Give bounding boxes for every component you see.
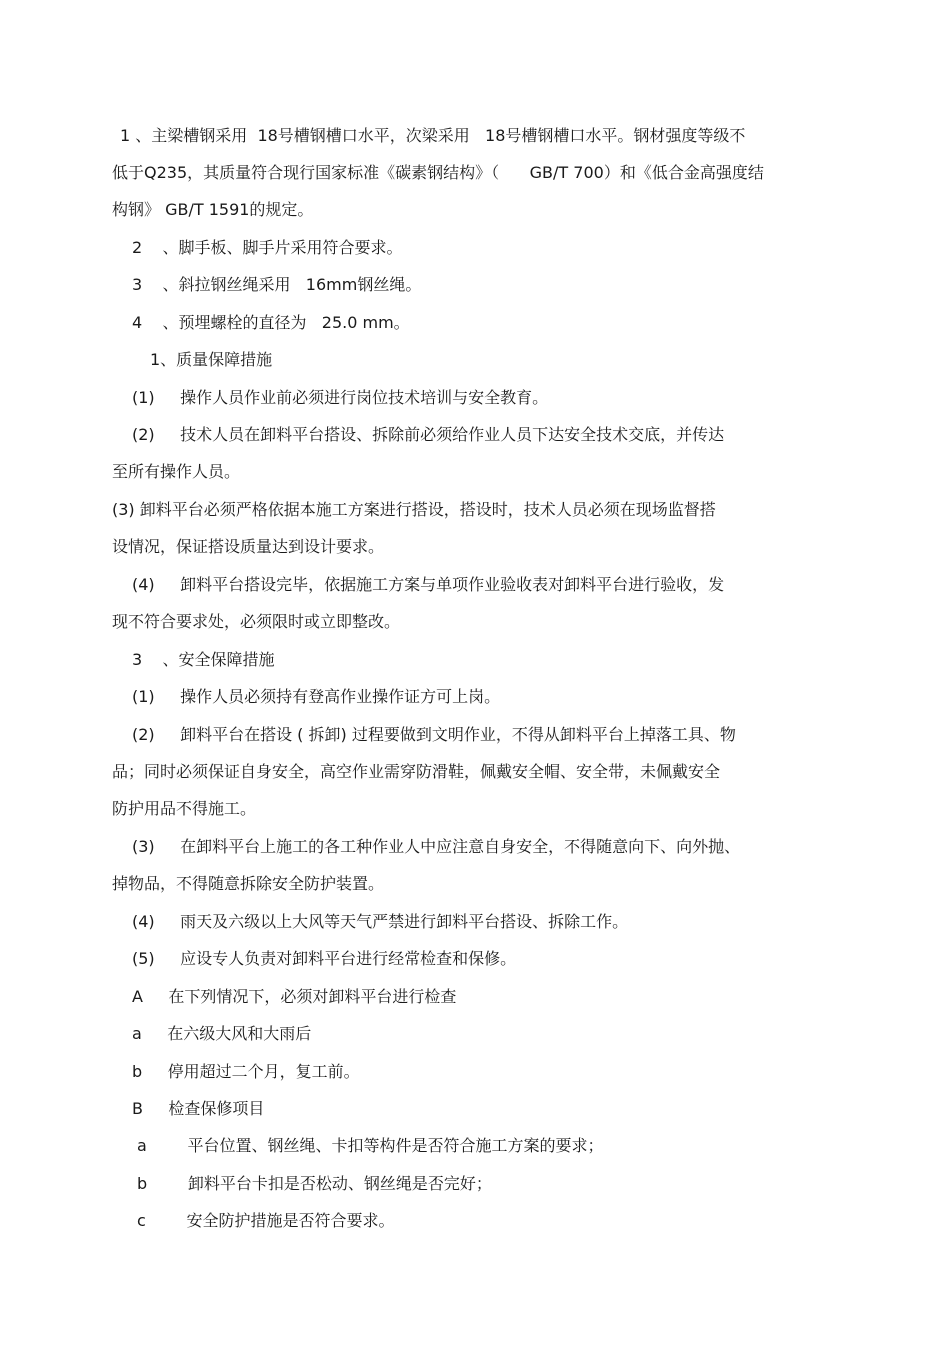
text-line-20: (3) 在卸料平台上施工的各工种作业人中应注意自身安全，不得随意向下、向外抛、 (132, 837, 741, 856)
text-line-17: (2) 卸料平台在搭设 ( 拆卸) 过程要做到文明作业，不得从卸料平台上掉落工具、物 (132, 725, 736, 744)
text-line-30: c 安全防护措施是否符合要求。 (137, 1211, 395, 1230)
text-line-18: 品；同时必须保证自身安全，高空作业需穿防滑鞋，佩戴安全帽、安全带，未佩戴安全 (112, 762, 721, 781)
text-line-8: (1) 操作人员作业前必须进行岗位技术培训与安全教育。 (132, 388, 549, 407)
text-line-22: (4) 雨天及六级以上大风等天气严禁进行卸料平台搭设、拆除工作。 (132, 912, 629, 931)
text-line-25: a 在六级大风和大雨后 (132, 1024, 312, 1043)
text-line-6: 4 、预埋螺栓的直径为 25.0 mm。 (132, 313, 410, 332)
text-line-26: b 停用超过二个月，复工前。 (132, 1062, 360, 1081)
text-line-4: 2 、脚手板、脚手片采用符合要求。 (132, 238, 403, 257)
text-line-24: A 在下列情况下，必须对卸料平台进行检查 (132, 987, 457, 1006)
text-line-3: 构钢》 GB/T 1591的规定。 (112, 200, 314, 219)
text-line-19: 防护用品不得施工。 (112, 799, 257, 818)
section-heading-safety: 3 、安全保障措施 (132, 650, 275, 669)
text-line-9: (2) 技术人员在卸料平台搭设、拆除前必须给作业人员下达安全技术交底，并传达 (132, 425, 725, 444)
text-line-13: (4) 卸料平台搭设完毕，依据施工方案与单项作业验收表对卸料平台进行验收，发 (132, 575, 725, 594)
text-line-2: 低于Q235，其质量符合现行国家标准《碳素钢结构》（ GB/T 700）和《低合金高强度结 (112, 163, 764, 182)
text-line-12: 设情况，保证搭设质量达到设计要求。 (112, 537, 385, 556)
text-line-10: 至所有操作人员。 (112, 462, 241, 481)
text-line-1: 1 、主梁槽钢采用 18号槽钢槽口水平，次梁采用 18号槽钢槽口水平。钢材强度等级不 (120, 126, 746, 145)
text-line-27: B 检查保修项目 (132, 1099, 265, 1118)
section-heading-quality: 1、质量保障措施 (150, 350, 273, 369)
text-line-14: 现不符合要求处，必须限时或立即整改。 (112, 612, 401, 631)
text-line-11: (3) 卸料平台必须严格依据本施工方案进行搭设，搭设时，技术人员必须在现场监督搭 (112, 500, 716, 519)
text-line-29: b 卸料平台卡扣是否松动、钢丝绳是否完好； (137, 1174, 492, 1193)
text-line-28: a 平台位置、钢丝绳、卡扣等构件是否符合施工方案的要求； (137, 1136, 604, 1155)
text-line-16: (1) 操作人员必须持有登高作业操作证方可上岗。 (132, 687, 501, 706)
text-line-21: 掉物品，不得随意拆除安全防护装置。 (112, 874, 385, 893)
text-line-23: (5) 应设专人负责对卸料平台进行经常检查和保修。 (132, 949, 517, 968)
text-line-5: 3 、斜拉钢丝绳采用 16mm钢丝绳。 (132, 275, 422, 294)
